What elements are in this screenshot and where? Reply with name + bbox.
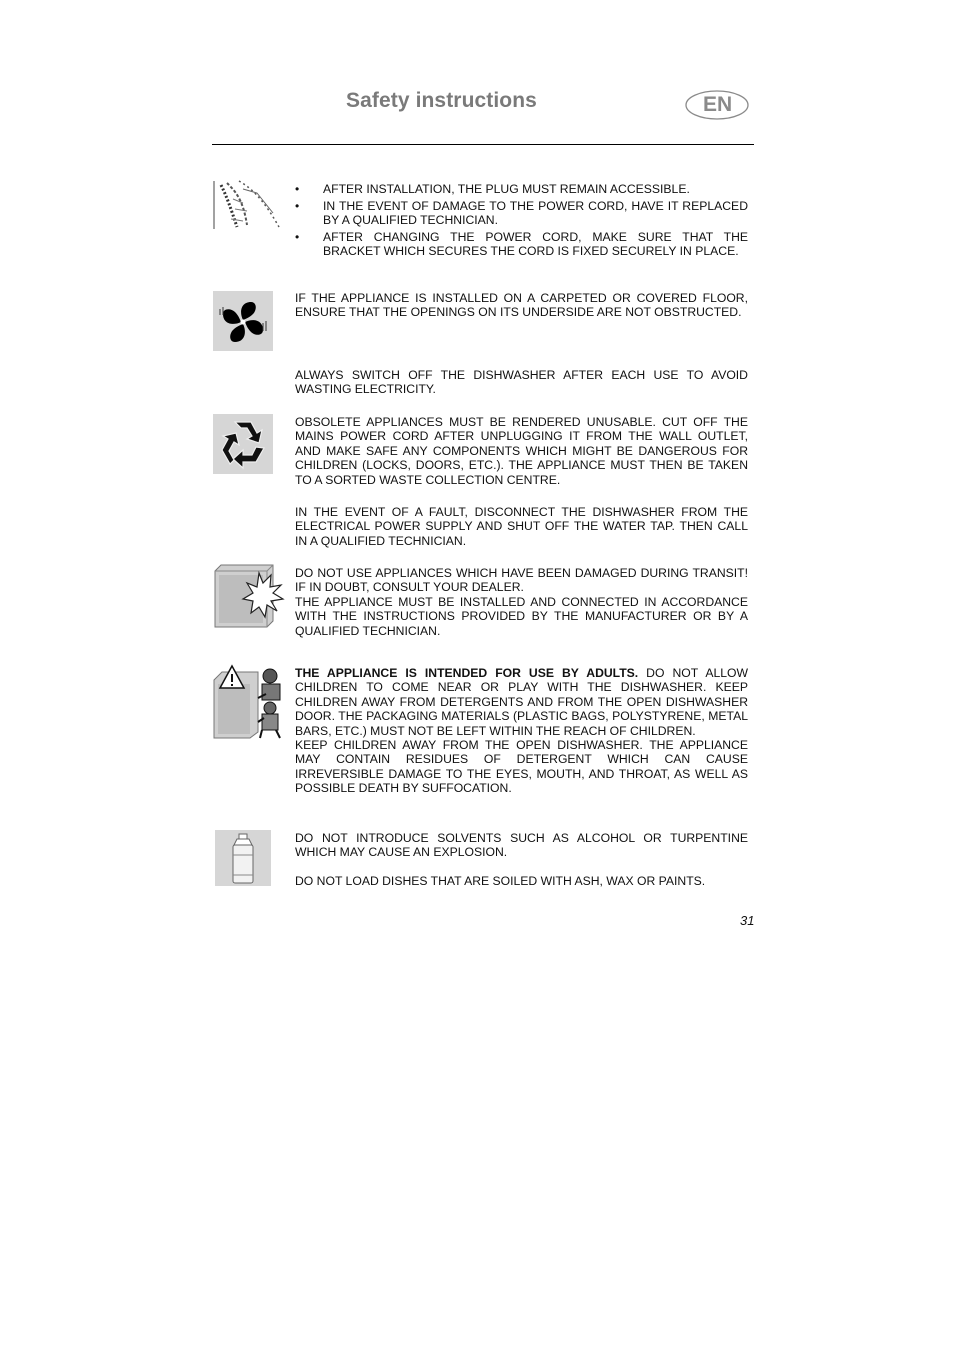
solvents-text	[295, 831, 748, 888]
children-warning-icon	[212, 664, 286, 740]
solvents-line-1: DO NOT INTRODUCE SOLVENTS SUCH AS ALCOHOL OR TURPENTINE WHICH MAY CAUSE AN EXPLOSION.	[295, 831, 748, 860]
page-title: Safety instructions	[346, 89, 537, 112]
damaged-line-2: THE APPLIANCE MUST BE INSTALLED AND CONNECTED IN ACCORDANCE WITH THE INSTRUCTIONS PROVIDED BY THE MANUFACTURER OR BY A QUALIFIED TECHNICIAN.	[295, 594, 748, 638]
power-cord-list	[295, 182, 748, 261]
recycle-icon	[213, 414, 273, 474]
children-rest-text: DO NOT ALLOW CHILDREN TO COME NEAR OR PLAY WITH THE DISHWASHER. KEEP CHILDREN AWAY FROM DETERGENTS AND FROM THE OPEN DISHWASHER DOOR. THE PACKAGING MATERIALS (PLASTIC BAGS, POLYSTYRENE, METAL BARS, ETC.) MUST NOT BE LEFT WITHIN THE REACH OF CHILDREN.	[295, 666, 748, 738]
switch-off-text: ALWAYS SWITCH OFF THE DISHWASHER AFTER EACH USE TO AVOID WASTING ELECTRICITY.	[295, 368, 748, 397]
children-text	[295, 666, 748, 796]
list-item: • AFTER INSTALLATION, THE PLUG MUST REMAIN ACCESSIBLE.	[295, 182, 748, 196]
ventilation-text: IF THE APPLIANCE IS INSTALLED ON A CARPETED OR COVERED FLOOR, ENSURE THAT THE OPENINGS ON ITS UNDERSIDE ARE NOT OBSTRUCTED.	[295, 291, 748, 320]
language-label: EN	[703, 93, 733, 116]
disposal-text: OBSOLETE APPLIANCES MUST BE RENDERED UNUSABLE. CUT OFF THE MAINS POWER CORD AFTER UNPLUGGING IT FROM THE WALL OUTLET, AND MAKE SAFE ANY COMPONENTS WHICH MIGHT BE DANGEROUS FOR CHILDREN (LOCKS, DOORS, ETC.). THE APPLIANCE MUST THEN BE TAKEN TO A SORTED WASTE COLLECTION CENTRE.	[295, 415, 748, 487]
power-cord-icon	[213, 179, 283, 231]
list-item: • IN THE EVENT OF DAMAGE TO THE POWER CORD, HAVE IT REPLACED BY A QUALIFIED TECHNICIAN.	[295, 199, 748, 227]
solvents-line-2: DO NOT LOAD DISHES THAT ARE SOILED WITH ASH, WAX OR PAINTS.	[295, 873, 706, 888]
header-divider	[212, 144, 754, 145]
children-line-1	[295, 666, 748, 738]
damaged-appliance-icon	[213, 563, 285, 631]
fan-icon	[213, 291, 273, 351]
children-line-2: KEEP CHILDREN AWAY FROM THE OPEN DISHWASHER. THE APPLIANCE MAY CONTAIN RESIDUES OF DETERGENT WHICH CAN CAUSE IRREVERSIBLE DAMAGE TO THE EYES, MOUTH, AND THROAT, AS WELL AS POSSIBLE DEATH BY SUFFOCATION.	[295, 738, 748, 796]
damaged-line-1: DO NOT USE APPLIANCES WHICH HAVE BEEN DAMAGED DURING TRANSIT! IF IN DOUBT, CONSULT YOUR DEALER.	[295, 566, 748, 595]
fault-text: IN THE EVENT OF A FAULT, DISCONNECT THE DISHWASHER FROM THE ELECTRICAL POWER SUPPLY AND SHUT OFF THE WATER TAP. THEN CALL IN A QUALIFIED TECHNICIAN.	[295, 505, 748, 548]
children-bold-text: THE APPLIANCE IS INTENDED FOR USE BY ADULTS.	[295, 666, 639, 680]
damaged-text	[295, 566, 748, 638]
solvent-bottle-icon	[215, 830, 271, 886]
page-number: 31	[740, 913, 755, 928]
list-item: • AFTER CHANGING THE POWER CORD, MAKE SURE THAT THE BRACKET WHICH SECURES THE CORD IS FIXED SECURELY IN PLACE.	[295, 230, 748, 258]
